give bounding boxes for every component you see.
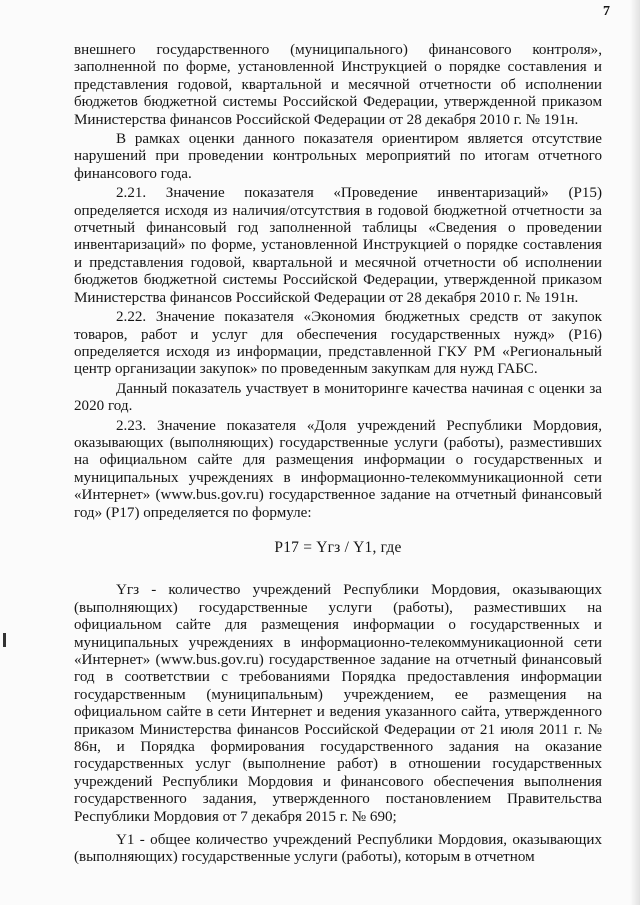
- paragraph-assessment-benchmark: В рамках оценки данного показателя ориентиром является отсутствие нарушений при проведении контрольных мероприятий по итогам отчетного финансового года.: [74, 131, 602, 182]
- formula-p17: Р17 = Yгз / Y1, где: [274, 538, 402, 556]
- paragraph-2-23-share-of-institutions: 2.23. Значение показателя «Доля учреждений Республики Мордовия, оказывающих (выполняющих) государственные услуги (работы), разместивших на официальном сайте для размещения информации о государственных и муниципальных учреждениях в информационно-телекоммуникационной сети «Интернет» (www.bus.gov.ru) государственное задание на отчетный финансовый год» (Р17) определяется по формуле:: [74, 417, 602, 521]
- paragraph-ygz-definition: Yгз - количество учреждений Республики Мордовия, оказывающих (выполняющих) государственные услуги (работы), разместивших на официальном сайте для размещения информации о государственных и муниципальных учреждениях в информационно-телекоммуникационной сети «Интернет» (www.bus.gov.ru) государственное задание на отчетный финансовый год в соответствии с требованиями Порядка предоставления информации государственным (муниципальным) учреждением, ее размещения на официальном сайте в сети Интернет и ведения указанного сайта, утвержденного приказом Министерства финансов Российской Федерации от 21 июля 2011 г. № 86н, и Порядка формирования государственного задания на оказание государственных услуг (выполнение работ) в отношении государственных учреждений Республики Мордовия и финансового обеспечения выполнения государственного задания, утвержденного постановлением Правительства Республики Мордовия от 7 декабря 2015 г. № 690;: [74, 582, 602, 825]
- paragraph-financial-control: внешнего государственного (муниципального) финансового контроля», заполненной по форме, установленной Инструкцией о порядке составления и представления годовой, квартальной и месячной отчетности об исполнении бюджетов бюджетной системы Российской Федерации, утвержденной приказом Министерства финансов Российской Федерации от 28 декабря 2010 г. № 191н.: [74, 42, 602, 128]
- scan-edge-shadow: [630, 0, 640, 905]
- paragraph-y1-definition: Y1 - общее количество учреждений Республики Мордовия, оказывающих (выполняющих) государственные услуги (работы), которым в отчетном: [74, 832, 602, 866]
- paragraph-2-22-procurement-savings: 2.22. Значение показателя «Экономия бюджетных средств от закупок товаров, работ и услуг для обеспечения государственных нужд» (Р16) определяется исходя из информации, представленной ГКУ РМ «Региональный центр организации закупок» по проведенным закупкам для нужд ГАБС.: [74, 309, 602, 378]
- scan-margin-mark: [3, 633, 6, 647]
- paragraph-monitoring-start: Данный показатель участвует в мониторинге качества начиная с оценки за 2020 год.: [74, 380, 602, 415]
- document-body: [74, 42, 602, 867]
- paragraph-2-21-inventory: 2.21. Значение показателя «Проведение инвентаризаций» (Р15) определяется исходя из наличия/отсутствия в годовой бюджетной отчетности за отчетный финансовый год заполненной таблицы «Сведения о проведении инвентаризаций» по форме, установленной Инструкцией о порядке составления и представления годовой, квартальной и месячной отчетности об исполнении бюджетов бюджетной системы Российской Федерации, утвержденной приказом Министерства финансов Российской Федерации от 28 декабря 2010 г. № 191н.: [74, 185, 602, 306]
- page-number: 7: [603, 4, 610, 19]
